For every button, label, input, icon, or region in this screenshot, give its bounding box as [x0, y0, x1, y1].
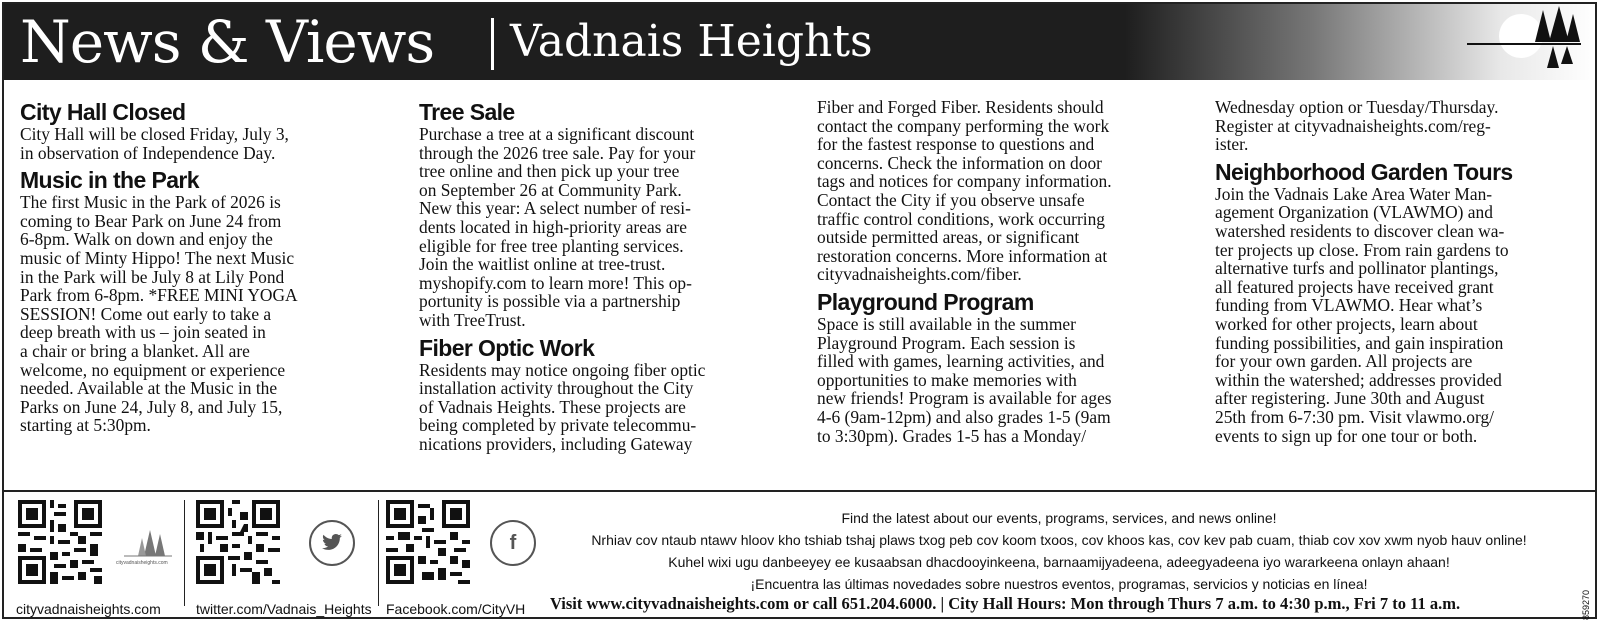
- facebook-link[interactable]: Facebook.com/CityVH: [386, 601, 526, 617]
- facebook-f-icon[interactable]: [490, 520, 536, 566]
- text-line: of Vadnais Heights. These projects are: [419, 396, 686, 417]
- text-line: within the watershed; addresses provided: [1215, 369, 1502, 390]
- text-line: opportunities to make memories with: [817, 369, 1077, 390]
- footer-vertical-divider: [184, 500, 185, 606]
- masthead: [4, 4, 1595, 80]
- text-line: ister.: [1215, 134, 1249, 155]
- newsletter-frame: [2, 2, 1597, 619]
- website-link[interactable]: cityvadnaisheights.com: [16, 601, 161, 617]
- text-line: Register at cityvadnaisheights.com/reg-: [1215, 115, 1491, 136]
- text-line: portunity is possible via a partnership: [419, 291, 681, 312]
- text-line: through the 2026 tree sale. Pay for your: [419, 142, 696, 163]
- text-line: filled with games, learning activities, and: [817, 351, 1105, 372]
- masthead-divider: [491, 18, 494, 70]
- text-line: restoration concerns. More information at: [817, 245, 1108, 266]
- city-logo-icon: [1463, 6, 1583, 80]
- text-line: worked for other projects, learn about: [1215, 313, 1478, 334]
- footer-line-english: Find the latest about our events, programs, services, and news online!: [841, 510, 1277, 526]
- text-line: new friends! Program is available for ages: [817, 388, 1112, 409]
- text-line: Park from 6-8pm. *FREE MINI YOGA: [20, 285, 298, 306]
- text-line: a chair or bring a blanket. All are: [20, 340, 250, 361]
- heading-city-hall-closed: City Hall Closed: [20, 99, 186, 125]
- text-line: in the Park will be July 8 at Lily Pond: [20, 266, 285, 287]
- text-line: nications providers, including Gateway: [419, 433, 693, 454]
- qr-code-twitter-icon[interactable]: [196, 500, 280, 584]
- ad-code: 859270: [1581, 590, 1591, 621]
- text-line: to 3:30pm). Grades 1-5 has a Monday/: [817, 425, 1087, 446]
- text-line: deep breath with us – join seated in: [20, 322, 266, 343]
- text-line: tags and notices for company information.: [817, 171, 1112, 192]
- qr-code-facebook-icon[interactable]: [386, 500, 470, 584]
- footer-multilingual-lines: [534, 507, 1584, 595]
- twitter-link[interactable]: twitter.com/Vadnais_Heights: [196, 601, 372, 617]
- text-line: contact the company performing the work: [817, 115, 1110, 136]
- text-line: watershed residents to discover clean wa-: [1215, 220, 1505, 241]
- text-line: with TreeTrust.: [419, 309, 526, 330]
- text-line: coming to Bear Park on June 24 from: [20, 210, 282, 231]
- text-line: SESSION! Come out early to take a: [20, 303, 272, 324]
- text-line: starting at 5:30pm.: [20, 415, 151, 436]
- footer-line-somali: Kuhel wixi ugu danbeeyey ee kusaabsan dhacdooyinkeena, barnaamijyadeena, adeegyadeena iyo wararkeena onlayn ahaan!: [668, 554, 1450, 570]
- text-line: 25th from 6-7:30 pm. Visit vlawmo.org/: [1215, 406, 1494, 427]
- text-line: Playground Program. Each session is: [817, 332, 1076, 353]
- text-line: Space is still available in the summer: [817, 313, 1076, 334]
- text-line: outside permitted areas, or significant: [817, 227, 1080, 248]
- facebook-f-glyph: f: [509, 531, 517, 554]
- text-line: events to sign up for one tour or both.: [1215, 425, 1478, 446]
- text-line: after registering. June 30th and August: [1215, 388, 1485, 409]
- text-line: traffic control conditions, work occurring: [817, 208, 1105, 229]
- text-line: 4-6 (9am-12pm) and also grades 1-5 (9am: [817, 406, 1111, 427]
- visit-and-hours-line: Visit www.cityvadnaisheights.com or call 651.204.6000. | City Hall Hours: Mon through Thurs 7 a.m. to 4:30 p.m., Fri 7 to 11 a.m.: [550, 594, 1461, 613]
- text-line: ter projects up close. From rain gardens to: [1215, 239, 1509, 260]
- text-line: funding from VLAWMO. Hear what’s: [1215, 295, 1483, 316]
- masthead-title: News & Views: [20, 8, 435, 76]
- text-line: for your own garden. All projects are: [1215, 351, 1473, 372]
- text-line: Wednesday option or Tuesday/Thursday.: [1215, 97, 1499, 117]
- footer-divider: [4, 490, 1595, 492]
- logo-small-text: cityvadnaisheights.com: [116, 560, 168, 566]
- text-line: needed. Available at the Music in the: [20, 378, 278, 399]
- footer-vertical-divider: [378, 500, 379, 606]
- text-line: for the fastest response to questions and: [817, 134, 1095, 155]
- text-line: Contact the City if you observe unsafe: [817, 189, 1085, 210]
- text-line: all featured projects have received grant: [1215, 276, 1494, 297]
- text-line: New this year: A select number of resi-: [419, 198, 691, 219]
- text-line: eligible for free tree planting services.: [419, 235, 684, 256]
- footer-line-spanish: ¡Encuentra las últimas novedades sobre nuestros eventos, programas, servicios y noticias en línea!: [750, 576, 1368, 592]
- text-line: dents located in high-priority areas are: [419, 216, 688, 237]
- text-line: in observation of Independence Day.: [20, 142, 276, 163]
- text-line: Join the waitlist online at tree-trust.: [419, 254, 666, 275]
- text-line: installation activity throughout the City: [419, 378, 694, 399]
- text-line: concerns. Check the information on door: [817, 152, 1102, 173]
- text-line: The first Music in the Park of 2026 is: [20, 192, 281, 213]
- text-line: alternative turfs and pollinator plantings,: [1215, 258, 1499, 279]
- text-line: Fiber and Forged Fiber. Residents should: [817, 97, 1104, 117]
- twitter-bird-icon[interactable]: [309, 520, 355, 566]
- heading-neighborhood-garden-tours: Neighborhood Garden Tours: [1215, 158, 1513, 185]
- heading-tree-sale: Tree Sale: [419, 99, 515, 125]
- text-line: Residents may notice ongoing fiber optic: [419, 359, 706, 380]
- heading-playground-program: Playground Program: [817, 288, 1034, 315]
- column-4: [1215, 98, 1587, 445]
- text-line: welcome, no equipment or experience: [20, 359, 286, 380]
- qr-code-website-icon[interactable]: [18, 500, 102, 584]
- text-line: cityvadnaisheights.com/fiber.: [817, 264, 1022, 285]
- text-line: Parks on June 24, July 8, and July 15,: [20, 396, 283, 417]
- column-2: [419, 98, 791, 454]
- text-line: being completed by private telecommu-: [419, 415, 697, 436]
- text-line: Join the Vadnais Lake Area Water Man-: [1215, 183, 1493, 204]
- text-line: myshopify.com to learn more! This op-: [419, 272, 692, 293]
- text-line: music of Minty Hippo! The next Music: [20, 247, 295, 268]
- text-line: agement Organization (VLAWMO) and: [1215, 202, 1493, 223]
- text-line: tree online and then pick up your tree: [419, 161, 680, 182]
- footer-line-hmong: Nrhiav cov ntaub ntawv hloov kho tshiab tshaj plaws txog peb cov koom txoos, cov khoos kas, cov kev pab cuam, thiab cov xov xwm nyob hauv online!: [591, 532, 1527, 548]
- heading-music-in-the-park: Music in the Park: [20, 167, 199, 194]
- text-line: Purchase a tree at a significant discount: [419, 124, 695, 144]
- text-line: City Hall will be closed Friday, July 3,: [20, 124, 289, 144]
- text-line: on September 26 at Community Park.: [419, 179, 682, 200]
- column-1: [20, 98, 392, 435]
- text-line: funding possibilities, and gain inspiration: [1215, 332, 1504, 353]
- masthead-city: Vadnais Heights: [510, 16, 873, 67]
- heading-fiber-optic-work: Fiber Optic Work: [419, 334, 595, 361]
- column-3: [817, 98, 1189, 445]
- text-line: 6-8pm. Walk on down and enjoy the: [20, 229, 273, 250]
